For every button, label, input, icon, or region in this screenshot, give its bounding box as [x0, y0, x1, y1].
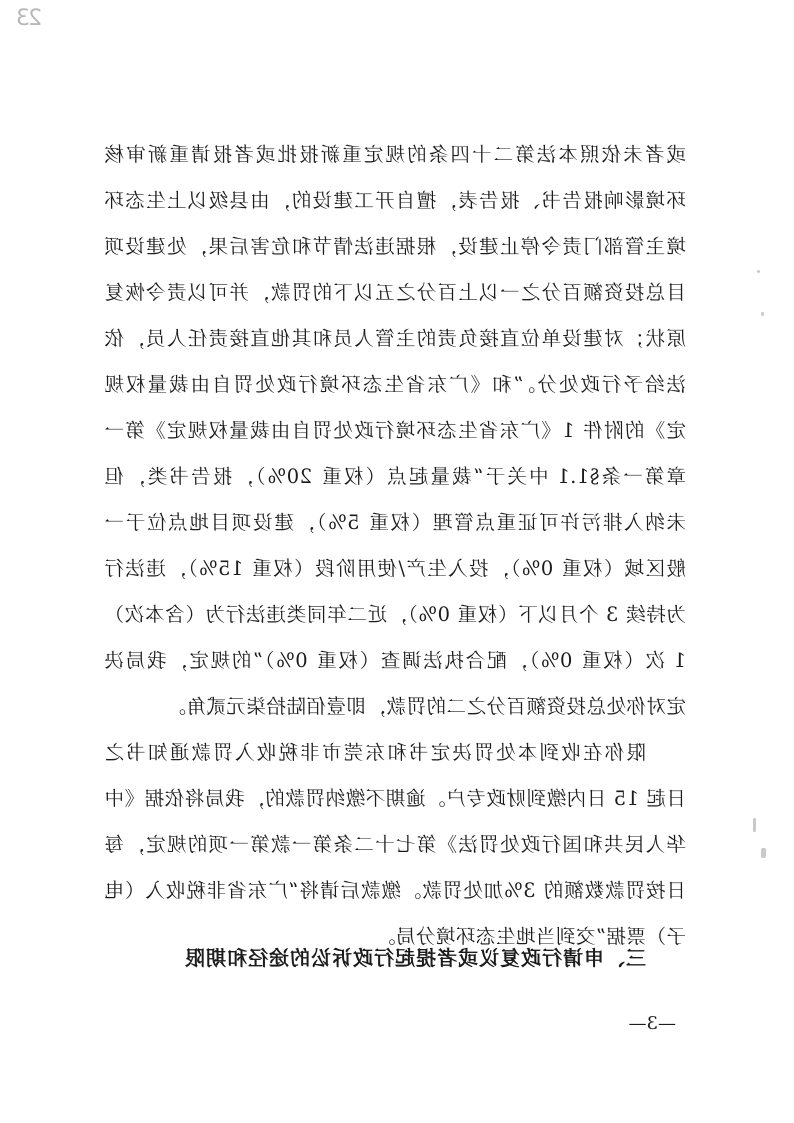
paragraph-1-line-6: 法给予行政处分。”和《广东省生态环境行政处罚自由裁量权规: [104, 373, 686, 396]
paragraph-1-line-11: 为持续 3 个月以下（权重 0%），近二年同类违法行为（含本次）: [104, 603, 686, 626]
section-heading: 三、申请行政复议或者提起行政诉讼的途径和期限: [184, 946, 646, 970]
paragraph-1-line-13: 定对你处总投资额百分之二的罚款，即壹佰陆拾柒元贰角。: [165, 695, 686, 718]
paragraph-2-line-3: 华人民共和国行政处罚法》第七十二条第一款第一项的规定，每: [104, 833, 686, 856]
paragraph-2-line-1: 限你在收到本处罚决定书和东莞市非税收入罚款通知书之: [104, 741, 646, 764]
scan-speck: [753, 818, 756, 832]
scan-speck: [761, 848, 766, 858]
scan-speck: [761, 312, 764, 316]
paragraph-1-line-1: 或者未依照本法第二十四条的规定重新报批或者报请重新审核: [104, 143, 686, 166]
paragraph-1-line-5: 原状；对建设单位直接负责的主管人员和其他直接责任人员，依: [104, 327, 686, 350]
paragraph-1-line-4: 目总投资额百分之一以上百分之五以下的罚款，并可以责令恢复: [104, 281, 686, 304]
paragraph-1-line-3: 境主管部门责令停止建设，根据违法情节和危害后果，处建设项: [104, 235, 686, 258]
paragraph-2-line-2: 日起 15 日内缴到财政专户。逾期不缴纳罚款的，我局将依据《中: [104, 787, 686, 810]
scan-speck: [757, 270, 760, 273]
paragraph-2-line-5: 子）票据”交到当地生态环境分局。: [375, 925, 686, 948]
paragraph-1-line-9: 未纳入排污许可证重点管理（权重 5%），建设项目地点位于一: [104, 511, 686, 534]
page-number: —3—: [628, 1013, 676, 1034]
paragraph-2-line-4: 日按罚款数额的 3%加处罚款。缴款后请将“广东省非税收入（电: [104, 879, 686, 902]
paragraph-1-line-2: 环境影响报告书、报告表，擅自开工建设的，由县级以上生态环: [104, 189, 686, 212]
paragraph-1-line-8: 章第一条§1.1 中关于“裁量起点（权重 20%），报告书类，但: [104, 465, 686, 488]
paragraph-1-line-12: 1 次（权重 0%），配合执法调查（权重 0%）”的规定，我局决: [104, 649, 686, 672]
corner-page-mark: 23: [18, 6, 42, 31]
paragraph-1-line-10: 般区域（权重 0%），投入生产/使用阶段（权重 15%），违法行: [104, 557, 686, 580]
paragraph-1-line-7: 定》的附件 1《广东省生态环境行政处罚自由裁量权规定》第一: [104, 419, 686, 442]
